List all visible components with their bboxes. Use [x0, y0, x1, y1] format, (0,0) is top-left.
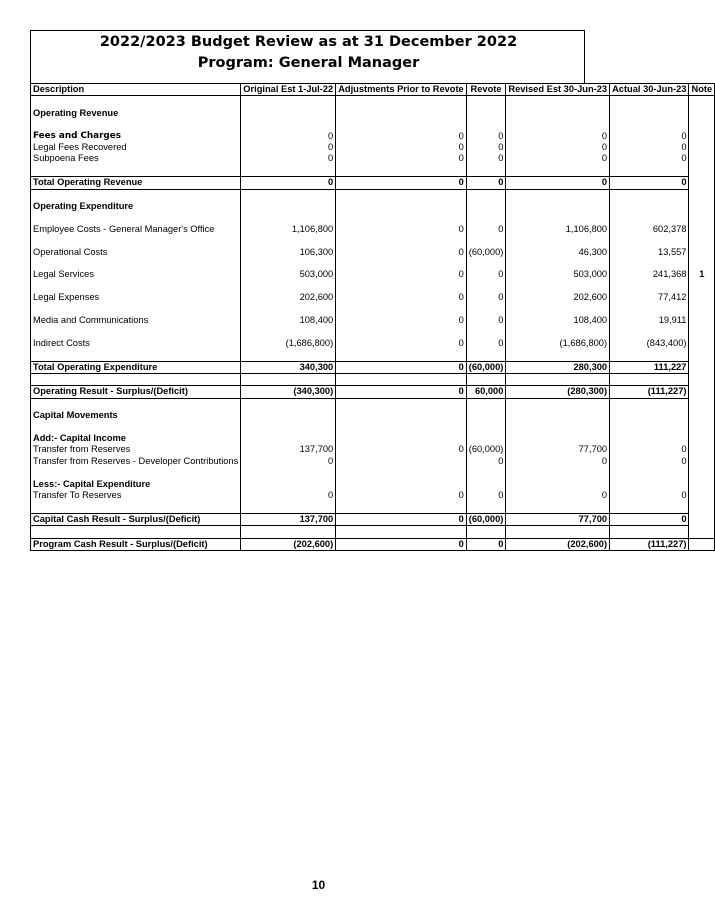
header-adjustments: Adjustments Prior to Revote	[336, 84, 467, 96]
cell-adjustments: 0	[336, 153, 467, 164]
table-row	[31, 224, 715, 235]
cell-actual: 0	[610, 177, 689, 189]
cell-revote: 0	[466, 490, 506, 501]
header-original-est: Original Est 1-Jul-22	[241, 84, 336, 96]
section-operating-revenue	[31, 108, 715, 119]
cell-adjustments: 0	[336, 490, 467, 501]
cell-original-est: (1,686,800)	[241, 338, 336, 349]
cell-original-est: 106,300	[241, 247, 336, 258]
cell-revote: 0	[466, 177, 506, 189]
cell-adjustments: 0	[336, 386, 467, 398]
program-title: Program: General Manager	[197, 55, 420, 71]
cell-adjustments: 0	[336, 177, 467, 189]
cell-actual: 0	[610, 513, 689, 525]
table-row	[31, 292, 715, 303]
cell-actual: 0	[610, 490, 689, 501]
cell-actual: (111,227)	[610, 538, 689, 550]
cell-adjustments: 0	[336, 224, 467, 235]
section-label: Operating Expenditure	[31, 201, 241, 212]
section-label: Operating Revenue	[31, 108, 241, 119]
table-row	[31, 153, 715, 164]
row-label: Subpoena Fees	[31, 153, 241, 164]
cell-original-est: 137,700	[241, 444, 336, 455]
cell-revote: 0	[466, 142, 506, 153]
row-label: Media and Communications	[31, 315, 241, 326]
row-label: Fees and Charges	[31, 131, 241, 142]
cell-revised-est: 46,300	[506, 247, 610, 258]
cell-revised-est: (280,300)	[506, 386, 610, 398]
section-label: Capital Movements	[31, 410, 241, 421]
row-label: Capital Cash Result - Surplus/(Deficit)	[31, 513, 241, 525]
cell-original-est: 137,700	[241, 513, 336, 525]
cell-adjustments: 0	[336, 338, 467, 349]
cell-revote: 0	[466, 269, 506, 280]
cell-original-est: 0	[241, 131, 336, 142]
cell-revote: 0	[466, 538, 506, 550]
row-label: Transfer from Reserves - Developer Contributions	[31, 456, 241, 467]
cell-adjustments	[336, 456, 467, 467]
section-label: Less:- Capital Expenditure	[31, 479, 241, 490]
table-row	[31, 338, 715, 349]
cell-revote: (60,000)	[466, 361, 506, 373]
cell-original-est: 0	[241, 142, 336, 153]
cell-adjustments: 0	[336, 131, 467, 142]
cell-revote: 0	[466, 456, 506, 467]
cell-actual: 241,368	[610, 269, 689, 280]
cell-revote: 0	[466, 315, 506, 326]
cell-revised-est: 503,000	[506, 269, 610, 280]
cell-original-est: 108,400	[241, 315, 336, 326]
cell-revote: 0	[466, 131, 506, 142]
row-label: Operating Result - Surplus/(Deficit)	[31, 386, 241, 398]
total-row	[31, 513, 715, 525]
header-revised-est: Revised Est 30-Jun-23	[506, 84, 610, 96]
cell-original-est: 0	[241, 177, 336, 189]
row-label: Indirect Costs	[31, 338, 241, 349]
cell-revised-est: 0	[506, 131, 610, 142]
cell-revised-est: 108,400	[506, 315, 610, 326]
cell-actual: 13,557	[610, 247, 689, 258]
cell-revised-est: 77,700	[506, 444, 610, 455]
section-label: Add:- Capital Income	[31, 433, 241, 444]
table-row	[31, 315, 715, 326]
row-label: Program Cash Result - Surplus/(Deficit)	[31, 538, 241, 550]
table-row	[31, 247, 715, 258]
cell-original-est: (202,600)	[241, 538, 336, 550]
row-label: Legal Expenses	[31, 292, 241, 303]
cell-original-est: 202,600	[241, 292, 336, 303]
cell-actual: 0	[610, 131, 689, 142]
cell-adjustments: 0	[336, 444, 467, 455]
cell-revised-est: 0	[506, 177, 610, 189]
cell-original-est: 0	[241, 153, 336, 164]
cell-original-est: 340,300	[241, 361, 336, 373]
section-operating-expenditure	[31, 201, 715, 212]
section-capital-movements	[31, 410, 715, 421]
cell-actual: 602,378	[610, 224, 689, 235]
cell-adjustments: 0	[336, 292, 467, 303]
row-label: Total Operating Expenditure	[31, 361, 241, 373]
total-row	[31, 538, 715, 550]
cell-adjustments: 0	[336, 513, 467, 525]
header-note: Note	[689, 84, 715, 96]
table-row	[31, 456, 715, 467]
cell-revote: (60,000)	[466, 247, 506, 258]
row-label: Legal Fees Recovered	[31, 142, 241, 153]
header-description: Description	[31, 84, 241, 96]
title-box	[30, 30, 585, 83]
budget-table	[30, 83, 715, 551]
cell-revised-est: 0	[506, 142, 610, 153]
section-add-capital-income	[31, 433, 715, 444]
table-row	[31, 131, 715, 142]
cell-revised-est: (202,600)	[506, 538, 610, 550]
cell-actual: 19,911	[610, 315, 689, 326]
section-less-capital-expenditure	[31, 479, 715, 490]
cell-actual: (111,227)	[610, 386, 689, 398]
cell-original-est: 0	[241, 490, 336, 501]
cell-actual: 0	[610, 153, 689, 164]
cell-revote: (60,000)	[466, 444, 506, 455]
row-label: Transfer To Reserves	[31, 490, 241, 501]
cell-revised-est: (1,686,800)	[506, 338, 610, 349]
cell-revised-est: 77,700	[506, 513, 610, 525]
header-actual: Actual 30-Jun-23	[610, 84, 689, 96]
cell-original-est: 1,106,800	[241, 224, 336, 235]
cell-revote: 0	[466, 292, 506, 303]
cell-revote: 0	[466, 153, 506, 164]
total-row	[31, 361, 715, 373]
cell-original-est: 0	[241, 456, 336, 467]
table-row	[31, 142, 715, 153]
header-row	[31, 84, 715, 96]
cell-adjustments: 0	[336, 269, 467, 280]
table-row	[31, 444, 715, 455]
cell-actual: 77,412	[610, 292, 689, 303]
cell-revised-est: 0	[506, 153, 610, 164]
total-row	[31, 177, 715, 189]
cell-actual: 111,227	[610, 361, 689, 373]
cell-original-est: (340,300)	[241, 386, 336, 398]
cell-adjustments: 0	[336, 315, 467, 326]
row-label: Transfer from Reserves	[31, 444, 241, 455]
row-label: Total Operating Revenue	[31, 177, 241, 189]
page-number: 10	[311, 878, 326, 892]
total-row	[31, 386, 715, 398]
cell-actual: 0	[610, 142, 689, 153]
header-revote: Revote	[466, 84, 506, 96]
cell-revote: 0	[466, 338, 506, 349]
cell-adjustments: 0	[336, 361, 467, 373]
row-label: Employee Costs - General Manager's Office	[31, 224, 241, 235]
cell-actual: (843,400)	[610, 338, 689, 349]
cell-revote: 60,000	[466, 386, 506, 398]
cell-revised-est: 202,600	[506, 292, 610, 303]
row-label: Operational Costs	[31, 247, 241, 258]
cell-revised-est: 0	[506, 456, 610, 467]
budget-review-page	[30, 30, 713, 549]
cell-revised-est: 1,106,800	[506, 224, 610, 235]
table-row	[31, 490, 715, 501]
cell-adjustments: 0	[336, 538, 467, 550]
table-row	[31, 269, 715, 280]
cell-actual: 0	[610, 456, 689, 467]
cell-revote: (60,000)	[466, 513, 506, 525]
cell-note: 1	[689, 269, 715, 280]
row-label: Legal Services	[31, 269, 241, 280]
cell-adjustments: 0	[336, 142, 467, 153]
cell-revised-est: 280,300	[506, 361, 610, 373]
cell-revised-est: 0	[506, 490, 610, 501]
cell-actual: 0	[610, 444, 689, 455]
cell-adjustments: 0	[336, 247, 467, 258]
cell-original-est: 503,000	[241, 269, 336, 280]
report-title: 2022/2023 Budget Review as at 31 December 2022	[99, 34, 518, 50]
cell-revote: 0	[466, 224, 506, 235]
